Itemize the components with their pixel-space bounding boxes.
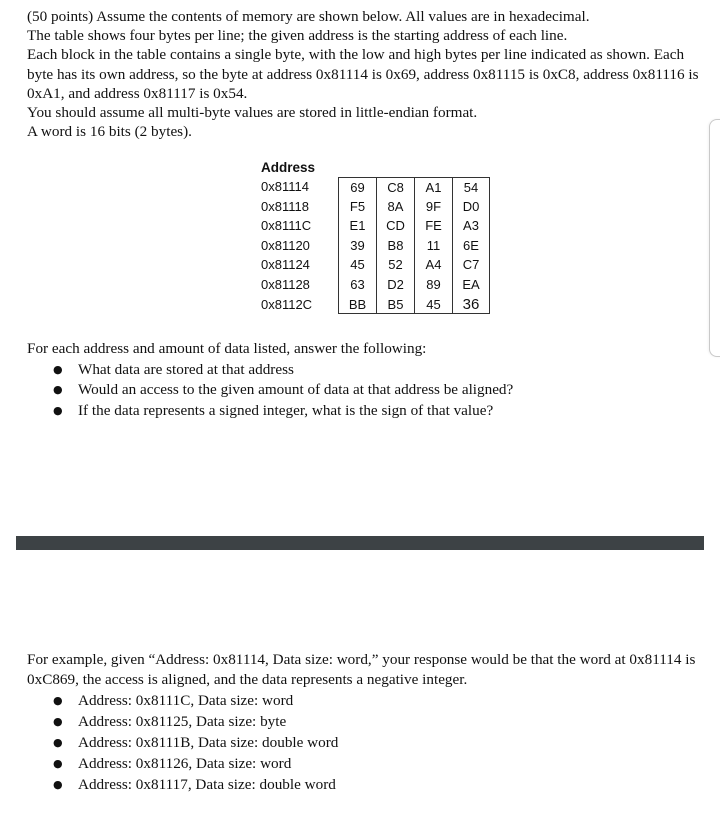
intro-line: Each block in the table contains a single byte, with the low and high bytes per line indicated as shown. Each byte has its own address, so the byte at address 0x81114 is 0x69, address 0x81115 is 0xC8, address 0x81116 is 0xA1, and address 0x81117 is 0x54. <box>27 46 699 102</box>
row-address: 0x81118 <box>261 198 309 214</box>
intro-line: You should assume all multi-byte values are stored in little-endian format. <box>27 104 478 122</box>
bullet-icon: ● <box>53 757 63 770</box>
list-item: ● What data are stored at that address <box>27 360 707 381</box>
memory-row <box>261 255 490 275</box>
byte-cell: A3 <box>452 216 490 236</box>
list-item: ● Address: 0x81126, Data size: word <box>53 755 292 772</box>
address-list <box>27 690 707 795</box>
memory-row <box>261 275 490 295</box>
byte-cell: A4 <box>414 255 452 275</box>
list-item: ● If the data represents a signed integer, what is the sign of that value? <box>27 401 707 422</box>
list-item: ● Address: 0x81117, Data size: double word <box>53 776 336 793</box>
byte-cell: EA <box>452 275 490 295</box>
problem-intro <box>27 7 707 141</box>
intro-line: A word is 16 bits (2 bytes). <box>27 123 192 141</box>
bullet-icon: ● <box>53 736 63 749</box>
byte-cell: 69 <box>338 177 376 197</box>
byte-cell: 9F <box>414 197 452 217</box>
byte-cell: 89 <box>414 275 452 295</box>
byte-cell: D2 <box>376 275 414 295</box>
byte-cell: 11 <box>414 236 452 256</box>
list-item: ● Address: 0x8111C, Data size: word <box>53 692 294 709</box>
byte-cell: 52 <box>376 255 414 275</box>
bullet-icon: ● <box>53 403 63 417</box>
bullet-icon: ● <box>53 694 63 707</box>
row-address: 0x8112C <box>261 296 313 312</box>
byte-cell: B5 <box>376 295 414 315</box>
questions-lead: For each address and amount of data listed, answer the following: <box>27 340 427 357</box>
byte-cell: 39 <box>338 236 376 256</box>
list-item: ● Would an access to the given amount of data at that address be aligned? <box>27 380 707 401</box>
address-header: Address <box>261 160 316 175</box>
byte-cell: 6E <box>452 236 490 256</box>
byte-cell: D0 <box>452 197 490 217</box>
bullet-icon: ● <box>53 383 63 396</box>
byte-cell: 36 <box>452 295 490 315</box>
row-address: 0x81124 <box>261 257 310 273</box>
byte-cell: CD <box>376 216 414 236</box>
byte-cell: E1 <box>338 216 376 236</box>
example-section <box>27 650 707 795</box>
byte-cell: F5 <box>338 197 376 217</box>
byte-cell: B8 <box>376 236 414 256</box>
intro-line: The table shows four bytes per line; the given address is the starting address of each line. <box>27 27 568 45</box>
bullet-icon: ● <box>53 362 63 376</box>
list-item: ● Address: 0x81125, Data size: byte <box>53 713 287 730</box>
questions-list <box>27 360 707 422</box>
byte-cell: 45 <box>414 295 452 315</box>
memory-table <box>261 158 490 314</box>
memory-row <box>261 295 490 315</box>
byte-cell: 54 <box>452 177 490 197</box>
row-address: 0x8111C <box>261 218 312 234</box>
list-item: ● Address: 0x8111B, Data size: double word <box>53 734 339 751</box>
row-address: 0x81128 <box>261 276 310 292</box>
byte-cell: 45 <box>338 255 376 275</box>
questions-section <box>27 339 707 421</box>
row-address: 0x81114 <box>261 179 309 194</box>
memory-row <box>261 236 490 256</box>
byte-cell: C8 <box>376 177 414 197</box>
memory-row <box>261 197 490 217</box>
byte-cell: 8A <box>376 197 414 217</box>
byte-cell: BB <box>338 295 376 315</box>
byte-cell: C7 <box>452 255 490 275</box>
row-address: 0x81120 <box>261 237 310 253</box>
example-text: For example, given “Address: 0x81114, Data size: word,” your response would be that the word at 0x81114 is 0xC869, the access is aligned, and the data represents a negative integer. <box>27 651 696 688</box>
byte-cell: FE <box>414 216 452 236</box>
bullet-icon: ● <box>53 715 63 728</box>
memory-row <box>261 177 490 197</box>
scrollbar[interactable] <box>709 119 720 357</box>
memory-row <box>261 216 490 236</box>
section-divider <box>16 536 704 550</box>
byte-cell: A1 <box>414 177 452 197</box>
byte-cell: 63 <box>338 275 376 295</box>
intro-line: (50 points) Assume the contents of memory are shown below. All values are in hexadecimal. <box>27 8 590 25</box>
bullet-icon: ● <box>53 778 63 791</box>
